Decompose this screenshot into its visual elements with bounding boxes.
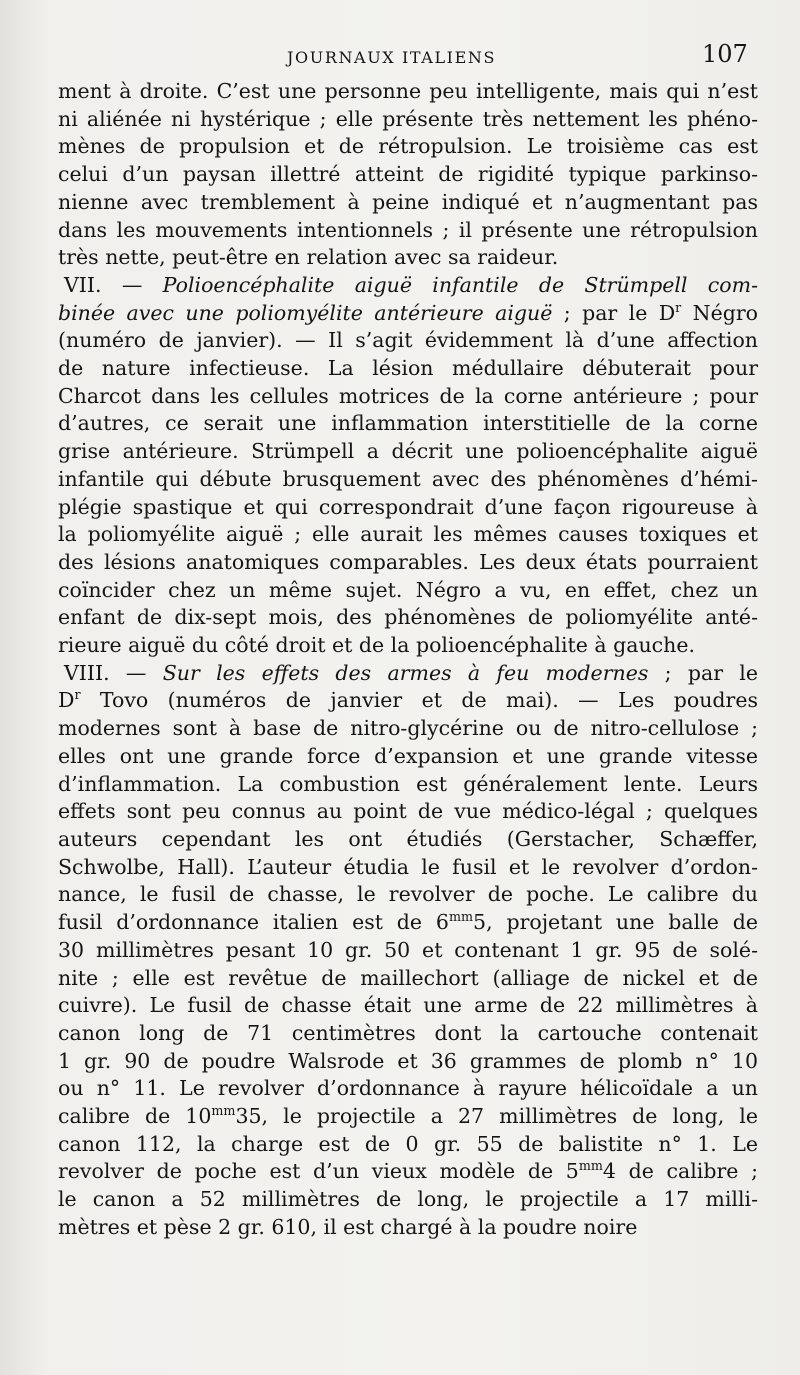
text-run: D: [58, 688, 75, 713]
text-line: [58, 327, 758, 355]
text-line: [58, 355, 758, 383]
text-line: [58, 577, 758, 605]
text-run: 35, le projectile a 27 millimètres de long, le: [235, 1104, 758, 1129]
text-line: [58, 1020, 758, 1048]
text-line: [58, 1075, 758, 1103]
text-run: 4 de calibre ;: [602, 1159, 758, 1184]
text-run: revolver de poche est d’un vieux modèle de 5: [58, 1159, 579, 1184]
text-run: mètres et pèse 2 gr. 610, il est chargé à la poudre noire: [58, 1214, 638, 1239]
text-line: [58, 660, 758, 688]
text-line: [58, 1131, 758, 1159]
text-run: coïncider chez un même sujet. Négro a vu, en effet, chez un: [58, 577, 758, 602]
text-line: [58, 632, 758, 660]
text-run: plégie spastique et qui correspondrait d’une façon rigoureuse à: [58, 494, 758, 519]
page-header: [0, 40, 800, 74]
text-run: très nette, peut-être en relation avec sa raideur.: [58, 245, 559, 270]
italic-title: Polioencéphalite aiguë infantile de Strümpell com-: [162, 272, 758, 297]
text-run: modernes sont à base de nitro-glycérine ou de nitro-cellulose ;: [58, 716, 758, 741]
text-line: [58, 965, 758, 993]
text-line: [58, 715, 758, 743]
text-line: [58, 854, 758, 882]
text-line: [58, 300, 758, 328]
italic-title: binée avec une poliomyélite antérieure aiguë: [58, 300, 553, 325]
text-run: effets sont peu connus au point de vue médico-légal ; quelques: [58, 799, 758, 824]
text-line: [58, 78, 758, 106]
page-number: 107: [702, 40, 748, 68]
text-run: Tovo (numéros de janvier et de mai). — Les poudres: [80, 688, 758, 713]
text-line: [58, 438, 758, 466]
text-run: celui d’un paysan illettré atteint de rigidité typique parkinso-: [58, 162, 758, 187]
text-line: [58, 410, 758, 438]
text-line: [58, 604, 758, 632]
text-line: [58, 1048, 758, 1076]
text-run: (numéro de janvier). — Il s’agit évidemment là d’une affection: [58, 328, 758, 353]
text-run: Schwolbe, Hall). L’auteur étudia le fusil et le revolver d’ordon-: [58, 854, 758, 879]
text-line: [58, 133, 758, 161]
text-line: [58, 687, 758, 715]
superscript: r: [74, 687, 81, 703]
text-run: ni aliénée ni hystérique ; elle présente très nettement les phéno-: [58, 106, 758, 131]
text-run: fusil d’ordonnance italien est de 6: [58, 910, 449, 935]
text-line: [58, 161, 758, 189]
text-run: ou n° 11. Le revolver d’ordonnance à rayure hélicoïdale a un: [58, 1076, 758, 1101]
text-line: [58, 189, 758, 217]
text-line: [58, 1214, 758, 1242]
text-line: [58, 771, 758, 799]
text-run: dans les mouvements intentionnels ; il présente une rétropulsion: [58, 217, 758, 242]
body-text: [58, 78, 758, 1242]
text-line: [58, 992, 758, 1020]
text-line: [58, 743, 758, 771]
superscript: mm: [448, 909, 474, 925]
text-line: [58, 383, 758, 411]
text-line: [58, 1158, 758, 1186]
text-run: ; par le: [648, 660, 758, 685]
text-run: infantile qui débute brusquement avec des phénomènes d’hémi-: [58, 466, 758, 491]
text-run: canon 112, la charge est de 0 gr. 55 de balistite n° 1. Le: [58, 1131, 758, 1156]
text-run: d’autres, ce serait une inflammation interstitielle de la corne: [58, 411, 758, 436]
text-run: enfant de dix-sept mois, des phénomènes de poliomyélite anté-: [58, 605, 758, 630]
text-run: ment à droite. C’est une personne peu intelligente, mais qui n’est: [58, 79, 758, 103]
text-line: [58, 909, 758, 937]
text-line: [58, 494, 758, 522]
text-run: le canon a 52 millimètres de long, le projectile a 17 milli-: [58, 1187, 758, 1212]
text-line: [58, 1186, 758, 1214]
text-line: [58, 549, 758, 577]
text-line: [58, 106, 758, 134]
text-run: elles ont une grande force d’expansion et une grande vitesse: [58, 743, 758, 768]
text-line: [58, 466, 758, 494]
text-run: auteurs cependant les ont étudiés (Gerstacher, Schæffer,: [58, 826, 758, 851]
superscript: mm: [211, 1103, 236, 1119]
superscript: r: [675, 299, 682, 315]
text-run: Négro: [681, 300, 758, 325]
text-run: 30 millimètres pesant 10 gr. 50 et contenant 1 gr. 95 de solé-: [58, 937, 758, 962]
text-run: de nature infectieuse. La lésion médullaire débuterait pour: [58, 356, 758, 381]
text-line: [58, 272, 758, 300]
text-run: rieure aiguë du côté droit et de la polioencéphalite à gauche.: [58, 633, 696, 658]
text-line: [58, 217, 758, 245]
text-run: d’inflammation. La combustion est généralement lente. Leurs: [58, 771, 758, 796]
text-run: des lésions anatomiques comparables. Les deux états pourraient: [58, 549, 758, 574]
text-run: grise antérieure. Strümpell a décrit une polioencéphalite aiguë: [58, 439, 758, 464]
text-run: la poliomyélite aiguë ; elle aurait les mêmes causes toxiques et: [58, 522, 758, 547]
text-run: mènes de propulsion et de rétropulsion. Le troisième cas est: [58, 134, 758, 159]
text-run: canon long de 71 centimètres dont la cartouche contenait: [58, 1020, 758, 1045]
superscript: mm: [578, 1158, 603, 1174]
text-run: nance, le fusil de chasse, le revolver de poche. Le calibre du: [58, 882, 758, 907]
text-line: [58, 1103, 758, 1131]
text-line: [58, 881, 758, 909]
text-line: [58, 521, 758, 549]
text-run: Charcot dans les cellules motrices de la corne antérieure ; pour: [58, 383, 758, 408]
text-run: 1 gr. 90 de poudre Walsrode et 36 grammes de plomb n° 10: [58, 1048, 758, 1073]
text-run: calibre de 10: [58, 1104, 212, 1129]
text-line: [58, 937, 758, 965]
text-run: cuivre). Le fusil de chasse était une arme de 22 millimètres à: [58, 993, 758, 1018]
text-run: 5, projetant une balle de: [473, 910, 758, 935]
text-line: [58, 244, 758, 272]
text-run: VIII. —: [64, 660, 163, 685]
text-line: [58, 826, 758, 854]
text-run: VII. —: [64, 272, 163, 297]
text-run: nienne avec tremblement à peine indiqué et n’augmentant pas: [58, 189, 758, 214]
text-run: nite ; elle est revêtue de maillechort (alliage de nickel et de: [58, 965, 758, 990]
text-line: [58, 798, 758, 826]
text-run: ; par le D: [552, 300, 676, 325]
italic-title: Sur les effets des armes à feu modernes: [162, 660, 649, 685]
running-title: JOURNAUX ITALIENS: [287, 48, 497, 67]
